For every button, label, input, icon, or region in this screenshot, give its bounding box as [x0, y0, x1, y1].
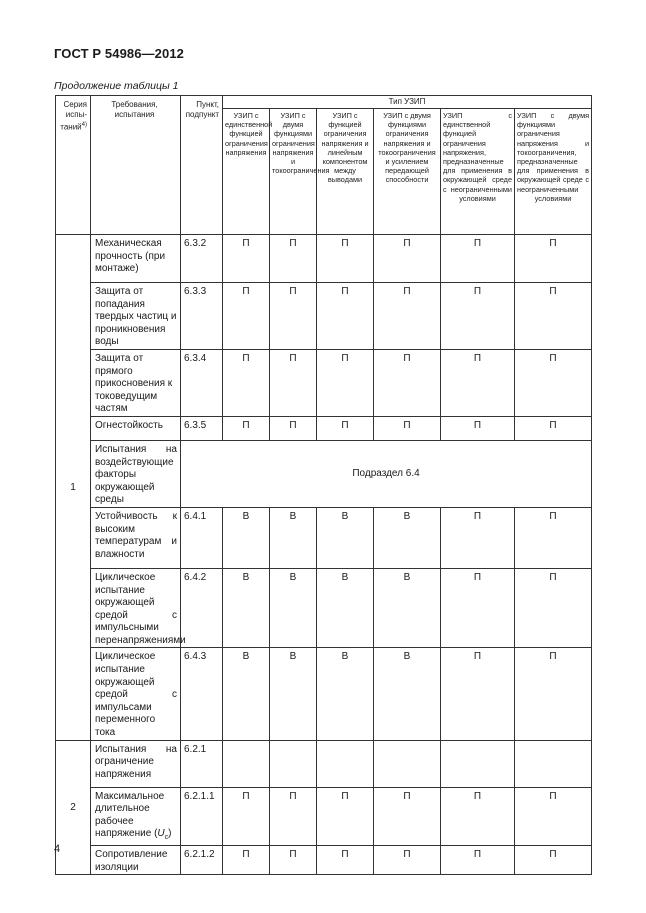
value-cell: П [223, 416, 270, 440]
value-cell [223, 740, 270, 787]
requirement-cell: Циклическое испытание окружающей средой с импульсами переменного тока [91, 648, 181, 740]
value-cell: П [515, 568, 592, 648]
subsection-reference: Подраздел 6.4 [181, 440, 592, 507]
table-row [56, 283, 592, 350]
requirements-table [55, 95, 592, 875]
value-cell: П [374, 283, 441, 350]
value-cell: П [270, 416, 317, 440]
requirement-cell: Испытания на воздействующие факторы окружающей среды [91, 440, 181, 507]
value-cell: В [317, 507, 374, 568]
header-type-5: УЗИП с единственной функцией ограничения напряжения, предназначенные для применения в окружающей среде с неограниченными условиями [441, 109, 515, 235]
header-series: Серия испы- таний$^{4)}$ [56, 96, 91, 235]
point-cell: 6.2.1.2 [181, 846, 223, 875]
table-row [56, 440, 592, 507]
requirement-cell: Циклическое испытание окружающей средой с импульсными перенапряжениями [91, 568, 181, 648]
value-cell: В [223, 507, 270, 568]
value-cell: П [441, 235, 515, 283]
series-cell: 1 [56, 235, 91, 741]
point-cell: 6.4.3 [181, 648, 223, 740]
value-cell [374, 740, 441, 787]
value-cell: П [515, 283, 592, 350]
value-cell: П [374, 349, 441, 416]
value-cell: В [270, 648, 317, 740]
value-cell: П [223, 283, 270, 350]
table-row [56, 235, 592, 283]
value-cell: П [223, 846, 270, 875]
value-cell: В [270, 507, 317, 568]
requirement-cell: Максимальное длительное рабочее напряжение $(U_c)$ [91, 787, 181, 845]
table-caption: Продолжение таблицы 1 [54, 80, 179, 92]
value-cell: П [317, 349, 374, 416]
value-cell: В [374, 568, 441, 648]
series-cell: 2 [56, 740, 91, 875]
value-cell [270, 740, 317, 787]
value-cell: В [223, 568, 270, 648]
table-row [56, 568, 592, 648]
point-cell: 6.2.1 [181, 740, 223, 787]
value-cell: П [441, 283, 515, 350]
value-cell: П [270, 349, 317, 416]
header-type-6: УЗИП с двумя функциями ограничения напряжения и токоограничения, предназначенные для применения в окружающей среде с неограниченными условиями [515, 109, 592, 235]
value-cell: П [515, 787, 592, 845]
table-row [56, 648, 592, 740]
value-cell: П [317, 235, 374, 283]
value-cell: В [374, 507, 441, 568]
value-cell: П [317, 787, 374, 845]
value-cell: П [441, 568, 515, 648]
table-row [56, 846, 592, 875]
value-cell [441, 740, 515, 787]
value-cell: П [515, 349, 592, 416]
value-cell: П [515, 235, 592, 283]
value-cell: П [374, 416, 441, 440]
requirement-cell: Устойчивость к высоким температурам и влажности [91, 507, 181, 568]
document-title: ГОСТ Р 54986—2012 [54, 46, 184, 61]
table-row [56, 787, 592, 845]
value-cell: П [374, 787, 441, 845]
requirement-cell: Защита от прямого прикосновения к токоведущим частям [91, 349, 181, 416]
requirement-cell: Огнестойкость [91, 416, 181, 440]
header-point: Пункт, подпункт [181, 96, 223, 235]
point-cell: 6.3.2 [181, 235, 223, 283]
value-cell: П [441, 507, 515, 568]
value-cell: В [270, 568, 317, 648]
table-row [56, 349, 592, 416]
table-row [56, 507, 592, 568]
requirement-cell: Сопротивление изоляции [91, 846, 181, 875]
value-cell: П [441, 846, 515, 875]
value-cell [515, 740, 592, 787]
value-cell: П [515, 507, 592, 568]
value-cell: П [441, 787, 515, 845]
value-cell: П [223, 349, 270, 416]
header-type-1: УЗИП с единственной функцией ограничения напряжения [223, 109, 270, 235]
point-cell: 6.3.3 [181, 283, 223, 350]
requirement-cell: Механическая прочность (при монтаже) [91, 235, 181, 283]
point-cell: 6.3.5 [181, 416, 223, 440]
point-cell: 6.4.1 [181, 507, 223, 568]
value-cell: П [270, 846, 317, 875]
value-cell: П [441, 349, 515, 416]
header-type-4: УЗИП с двумя функциями ограничения напряжения и токоограничения и усилением передающей способности [374, 109, 441, 235]
point-cell: 6.4.2 [181, 568, 223, 648]
table-row [56, 416, 592, 440]
requirement-cell: Защита от попадания твердых частиц и проникновения воды [91, 283, 181, 350]
header-requirements: Требования, испытания [91, 96, 181, 235]
value-cell: П [515, 416, 592, 440]
header-type-group: Тип УЗИП [223, 96, 592, 109]
value-cell: П [374, 846, 441, 875]
value-cell: В [223, 648, 270, 740]
value-cell: П [317, 283, 374, 350]
value-cell: П [374, 235, 441, 283]
value-cell: В [317, 568, 374, 648]
value-cell: П [223, 235, 270, 283]
header-type-3: УЗИП с функцией ограничения напряжения и линейным компонентом между выводами [317, 109, 374, 235]
value-cell: П [270, 235, 317, 283]
value-cell: П [270, 283, 317, 350]
value-cell: В [374, 648, 441, 740]
point-cell: 6.3.4 [181, 349, 223, 416]
value-cell: П [441, 648, 515, 740]
table-row [56, 740, 592, 787]
value-cell: П [515, 648, 592, 740]
value-cell: П [515, 846, 592, 875]
value-cell: В [317, 648, 374, 740]
page-number: 4 [54, 843, 61, 855]
value-cell [317, 740, 374, 787]
requirement-cell: Испытания на ограничение напряжения [91, 740, 181, 787]
value-cell: П [270, 787, 317, 845]
point-cell: 6.2.1.1 [181, 787, 223, 845]
value-cell: П [441, 416, 515, 440]
value-cell: П [317, 846, 374, 875]
value-cell: П [223, 787, 270, 845]
value-cell: П [317, 416, 374, 440]
header-type-2: УЗИП с двумя функциями ограничения напряжения и токоограничения [270, 109, 317, 235]
